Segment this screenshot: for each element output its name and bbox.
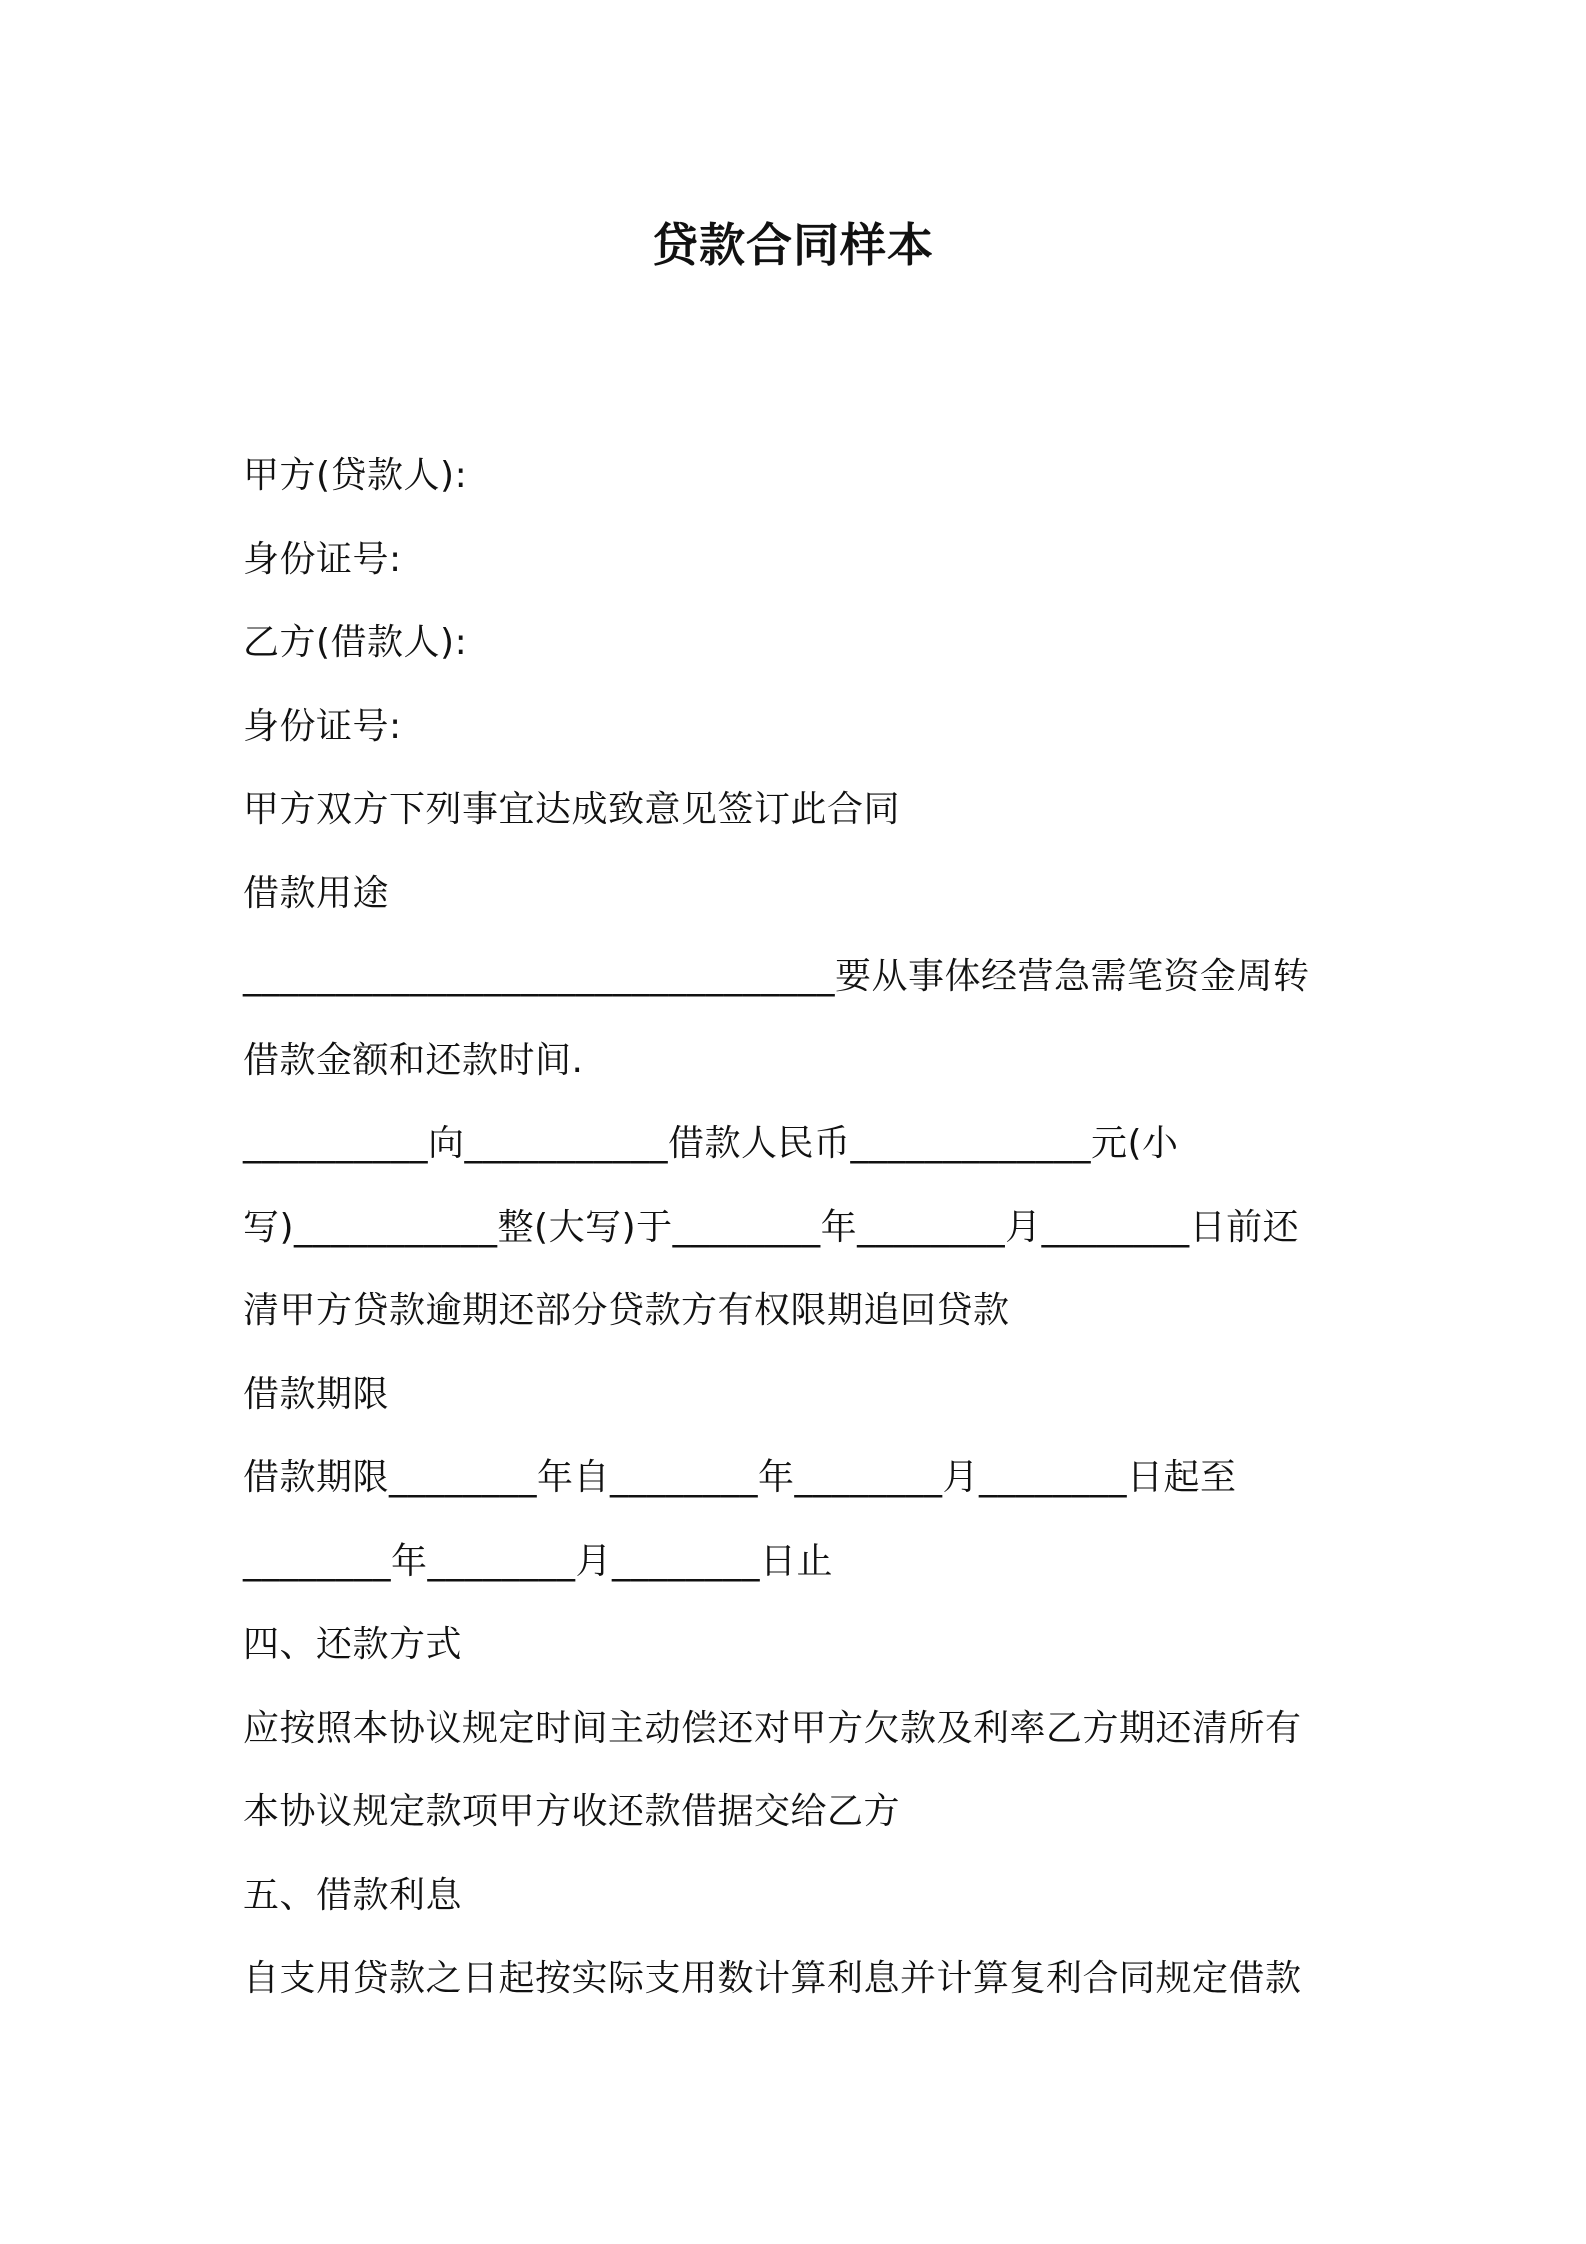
section-loan-term-heading: 借款期限 [243,1373,390,1415]
borrower-label: 乙方(借款人): [243,622,468,663]
repayment-method-text-line-2: 本协议规定款项甲方收还款借据交给乙方 [243,1791,901,1832]
section-loan-purpose-heading: 借款用途 [243,872,390,914]
loan-interest-text-line-1: 自支用贷款之日起按实际支用数计算利息并计算复利合同规定借款 [243,1958,1302,1999]
agreement-intro: 甲方双方下列事宜达成致意见签订此合同 [243,789,901,830]
lender-id-label: 身份证号: [243,538,402,580]
document-body [243,448,1373,2035]
section-amount-and-repayment-heading: 借款金额和还款时间. [243,1039,584,1081]
borrower-id-label: 身份证号: [243,705,402,747]
section-loan-interest-heading: 五、借款利息 [243,1874,463,1916]
loan-term-text-line-1: 借款期限________年自________年________月________日起至 [243,1457,1237,1498]
repayment-method-text-line-1: 应按照本协议规定时间主动偿还对甲方欠款及利率乙方期还清所有 [243,1707,1302,1749]
loan-term-text-line-2: ________年________月________日止 [243,1540,833,1582]
section-repayment-method-heading: 四、还款方式 [243,1624,463,1665]
lender-label: 甲方(贷款人): [243,455,468,496]
amount-text-line-3: 清甲方贷款逾期还部分贷款方有权限期追回贷款 [243,1290,1010,1331]
amount-text-line-2: 写)___________整(大写)于________年________月________日前还 [243,1206,1300,1248]
document-title: 贷款合同样本 [652,218,934,272]
amount-text-line-1: __________向___________借款人民币_____________元(小 [243,1123,1179,1164]
loan-purpose-text: ________________________________要从事体经营急需笔资金周转 [243,956,1310,997]
